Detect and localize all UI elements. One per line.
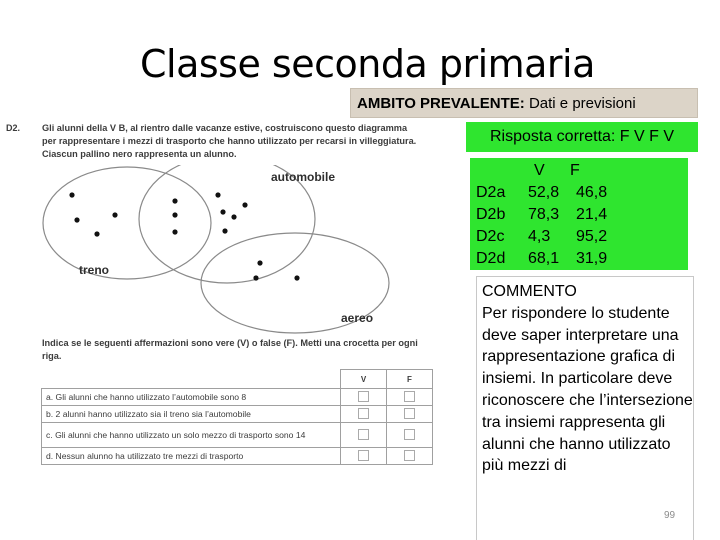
statement-d: d. Nessun alunno ha utilizzato tre mezzi di trasporto (42, 448, 341, 465)
checkbox-true[interactable] (358, 408, 369, 419)
set-label-aereo: aereo (341, 311, 374, 325)
table-header-row (42, 370, 433, 389)
results-row (476, 182, 608, 204)
slide-title: Classe seconda primaria (140, 42, 595, 86)
col-header-f: F (387, 370, 433, 389)
student-dot (253, 275, 258, 280)
comment-body: Per rispondere lo studente deve saper interpretare una rappresentazione grafica di insiemi. In particolare deve riconoscere che l’intersezione tra insiemi rappresenta gli alunni che hanno utilizzato più mezzi di (482, 304, 693, 475)
student-dot (242, 202, 247, 207)
set-treno-ellipse (43, 167, 211, 279)
student-dot (231, 214, 236, 219)
checkbox-true[interactable] (358, 391, 369, 402)
results-item: D2a (476, 184, 506, 201)
student-dot (69, 192, 74, 197)
results-f: 31,9 (576, 250, 608, 267)
set-label-automobile: automobile (271, 170, 336, 184)
results-box (470, 158, 688, 270)
statement-c: c. Gli alunni che hanno utilizzato un solo mezzo di trasporto sono 14 (42, 423, 341, 448)
results-header (534, 160, 580, 182)
table-row (42, 406, 433, 423)
results-f: 21,4 (576, 206, 608, 223)
results-f: 95,2 (576, 228, 608, 245)
results-v: 68,1 (528, 250, 560, 267)
statement-a: a. Gli alunni che hanno utilizzato l’automobile sono 8 (42, 389, 341, 406)
results-header-f: F (570, 162, 580, 179)
checkbox-false[interactable] (404, 429, 415, 440)
col-header-v: V (341, 370, 387, 389)
results-row (476, 204, 608, 226)
results-item: D2d (476, 250, 506, 267)
checkbox-false[interactable] (404, 450, 415, 461)
ambito-value: Dati e previsioni (524, 95, 636, 112)
student-dot (257, 260, 262, 265)
comment-heading: COMMENTO (482, 283, 577, 300)
question-text: Gli alunni della V B, al rientro dalle vacanze estive, costruiscono questo diagramma per rappresentare i mezzi di trasporto che hanno utilizzato per recarsi in villeggiatura. Ciascun pallino nero rappresenta un alunno. (42, 123, 417, 159)
results-v: 78,3 (528, 206, 560, 223)
table-row (42, 389, 433, 406)
student-dot (94, 231, 99, 236)
checkbox-false[interactable] (404, 391, 415, 402)
table-row (42, 448, 433, 465)
results-v: 4,3 (528, 228, 551, 245)
results-header-v: V (534, 162, 545, 179)
statement-b: b. 2 alunni hanno utilizzato sia il treno sia l’automobile (42, 406, 341, 423)
checkbox-false[interactable] (404, 408, 415, 419)
true-false-table (41, 369, 433, 465)
results-row (476, 248, 608, 270)
ambito-label: AMBITO PREVALENTE: (357, 95, 525, 112)
student-dot (112, 212, 117, 217)
comment-box (476, 276, 694, 540)
set-label-treno: treno (79, 263, 109, 277)
venn-diagram (35, 165, 425, 335)
student-dot (220, 209, 225, 214)
correct-answer-box: Risposta corretta: F V F V (466, 122, 698, 152)
results-v: 52,8 (528, 184, 560, 201)
question-id: D2. (6, 123, 21, 133)
ambito-box (350, 88, 698, 118)
results-f: 46,8 (576, 184, 608, 201)
results-item: D2b (476, 206, 506, 223)
results-row (476, 226, 608, 248)
page-number: 99 (664, 510, 676, 521)
student-dot (74, 217, 79, 222)
question-instruction: Indica se le seguenti affermazioni sono vere (V) o false (F). Metti una crocetta per ogni riga. (42, 338, 418, 361)
student-dot (294, 275, 299, 280)
table-row (42, 423, 433, 448)
student-dot (172, 212, 177, 217)
checkbox-true[interactable] (358, 450, 369, 461)
student-dot (215, 192, 220, 197)
student-dot (222, 228, 227, 233)
checkbox-true[interactable] (358, 429, 369, 440)
results-item: D2c (476, 228, 505, 245)
student-dot (172, 229, 177, 234)
student-dot (172, 198, 177, 203)
